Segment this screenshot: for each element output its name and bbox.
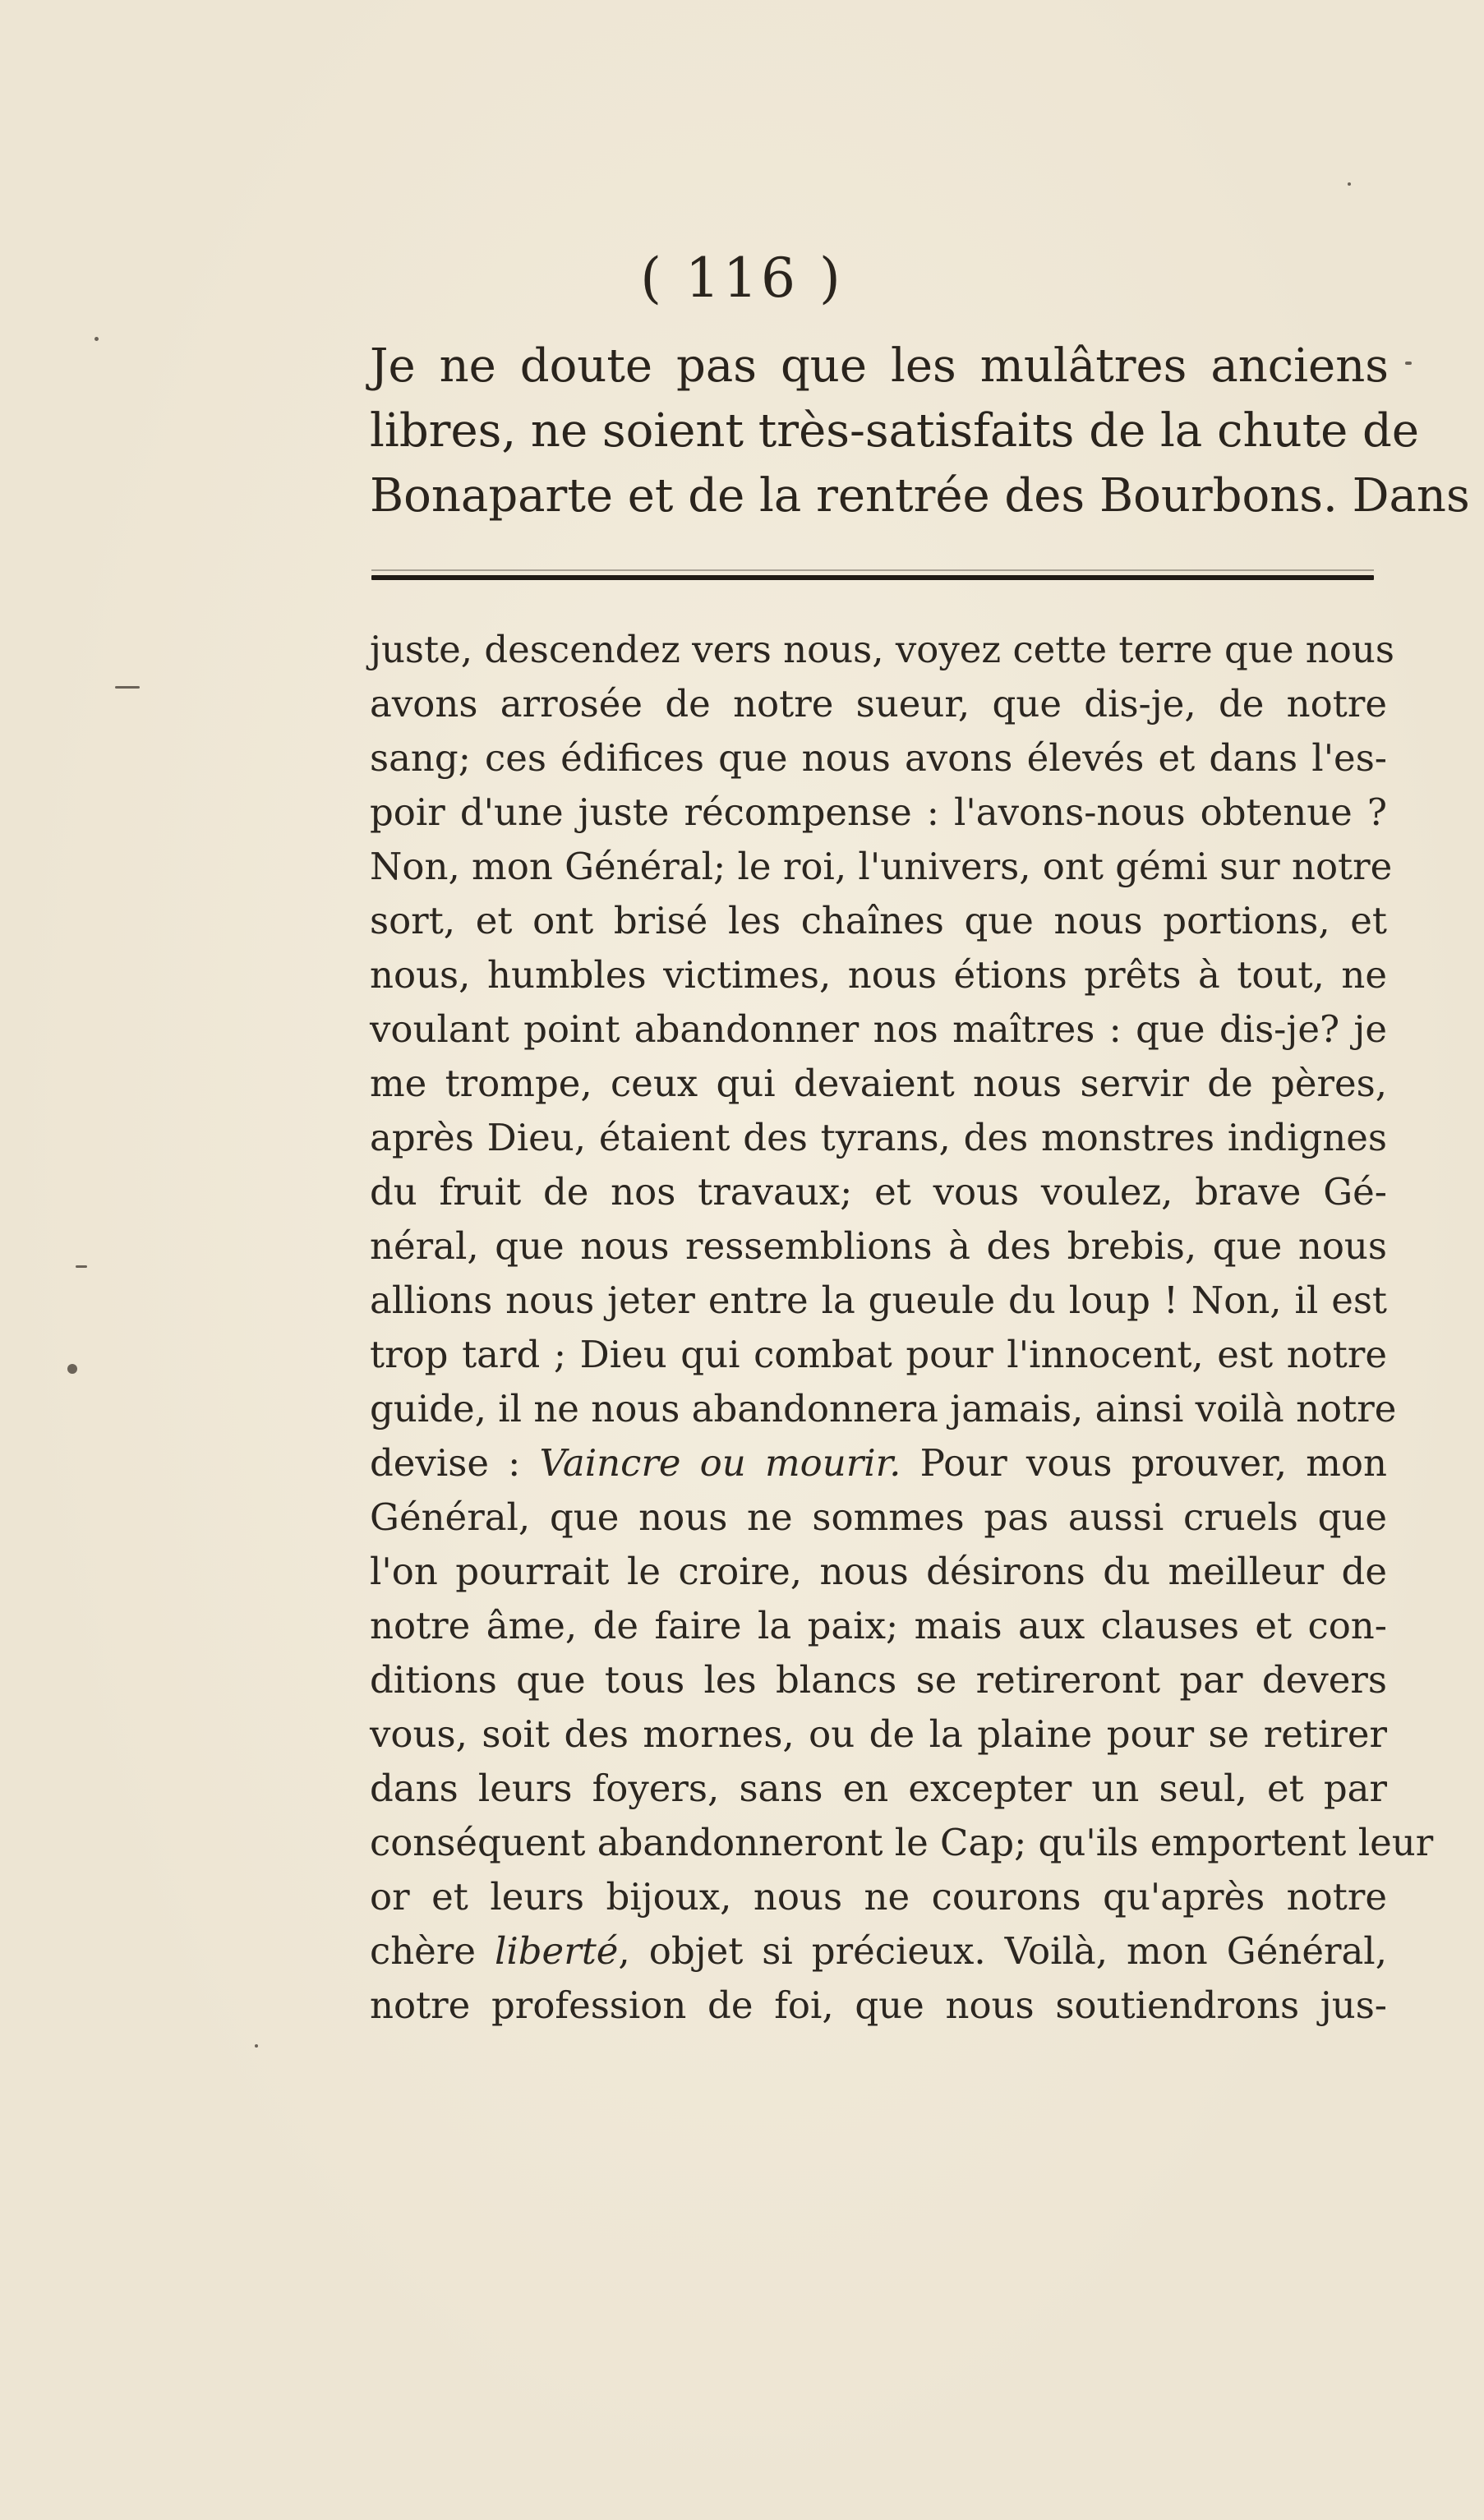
lead-line: Je ne doute pas que les mulâtres anciens [370, 339, 1389, 393]
text-line: sang; ces édifices que nous avons élevés et dans l'es- [370, 736, 1387, 780]
text-line: vous, soit des mornes, ou de la plaine pour se retirer [370, 1712, 1387, 1756]
text-line: or et leurs bijoux, nous ne courons qu'après notre [370, 1875, 1387, 1919]
motto-after: Pour vous prouver, mon [901, 1441, 1387, 1485]
liberty-line [370, 1924, 1387, 1979]
text-line: voulant point abandonner nos maîtres : que dis-je? je [370, 1007, 1387, 1051]
text-line: poir d'une juste récompense : l'avons-nous obtenue ? [370, 790, 1387, 834]
text-line: nous, humbles victimes, nous étions prêts à tout, ne [370, 953, 1387, 997]
text-line: ditions que tous les blancs se retireront par devers [370, 1658, 1387, 1702]
motto-line [370, 1436, 1387, 1490]
text-line: notre profession de foi, que nous soutiendrons jus- [370, 1983, 1387, 2027]
text-line: l'on pourrait le croire, nous désirons du meilleur de [370, 1550, 1387, 1593]
page-number: ( 116 ) [640, 246, 844, 310]
lead-paragraph [370, 334, 1470, 528]
liberty-italic: liberté [494, 1929, 619, 1973]
text-line: dans leurs foyers, sans en excepter un seul, et par [370, 1767, 1387, 1810]
paper-speck [255, 2044, 258, 2048]
paper-speck [67, 1364, 77, 1374]
motto-italic: Vaincre ou mourir. [539, 1441, 901, 1485]
text-line: du fruit de nos travaux; et vous voulez, brave Gé- [370, 1170, 1387, 1214]
text-line: Non, mon Général; le roi, l'univers, ont gémi sur notre [370, 845, 1393, 888]
text-line: juste, descendez vers nous, voyez cette terre que nous [370, 628, 1394, 671]
text-line: néral, que nous ressemblions à des brebis, que nous [370, 1224, 1387, 1268]
text-line: avons arrosée de notre sueur, que dis-je, de notre [370, 682, 1387, 726]
text-line: allions nous jeter entre la gueule du loup ! Non, il est [370, 1278, 1387, 1322]
liberty-before: chère [370, 1929, 495, 1973]
text-line: conséquent abandonneront le Cap; qu'ils emportent leur [370, 1821, 1434, 1864]
paper-speck [94, 337, 99, 341]
section-rule [371, 575, 1374, 580]
text-line: me trompe, ceux qui devaient nous servir de pères, [370, 1062, 1387, 1105]
paper-speck [76, 1265, 87, 1268]
text-line: notre âme, de faire la paix; mais aux clauses et con- [370, 1604, 1387, 1647]
text-line: sort, et ont brisé les chaînes que nous portions, et [370, 899, 1387, 942]
paper-speck [1348, 182, 1351, 186]
paper-speck [1405, 362, 1412, 365]
text-line: Général, que nous ne sommes pas aussi cruels que [370, 1495, 1387, 1539]
paper-speck [115, 686, 140, 689]
section-rule-thin [371, 569, 1374, 571]
quoted-letter-text [370, 623, 1434, 2033]
text-line: trop tard ; Dieu qui combat pour l'innocent, est notre [370, 1333, 1387, 1376]
motto-before: devise : [370, 1441, 540, 1485]
text-line: après Dieu, étaient des tyrans, des monstres indignes [370, 1116, 1387, 1159]
lead-line: libres, ne soient très-satisfaits de la chute de [370, 404, 1420, 458]
liberty-after: , objet si précieux. Voilà, mon Général, [618, 1929, 1387, 1973]
text-line: guide, il ne nous abandonnera jamais, ainsi voilà notre [370, 1387, 1397, 1430]
lead-line: Bonaparte et de la rentrée des Bourbons. Dans [370, 469, 1470, 523]
